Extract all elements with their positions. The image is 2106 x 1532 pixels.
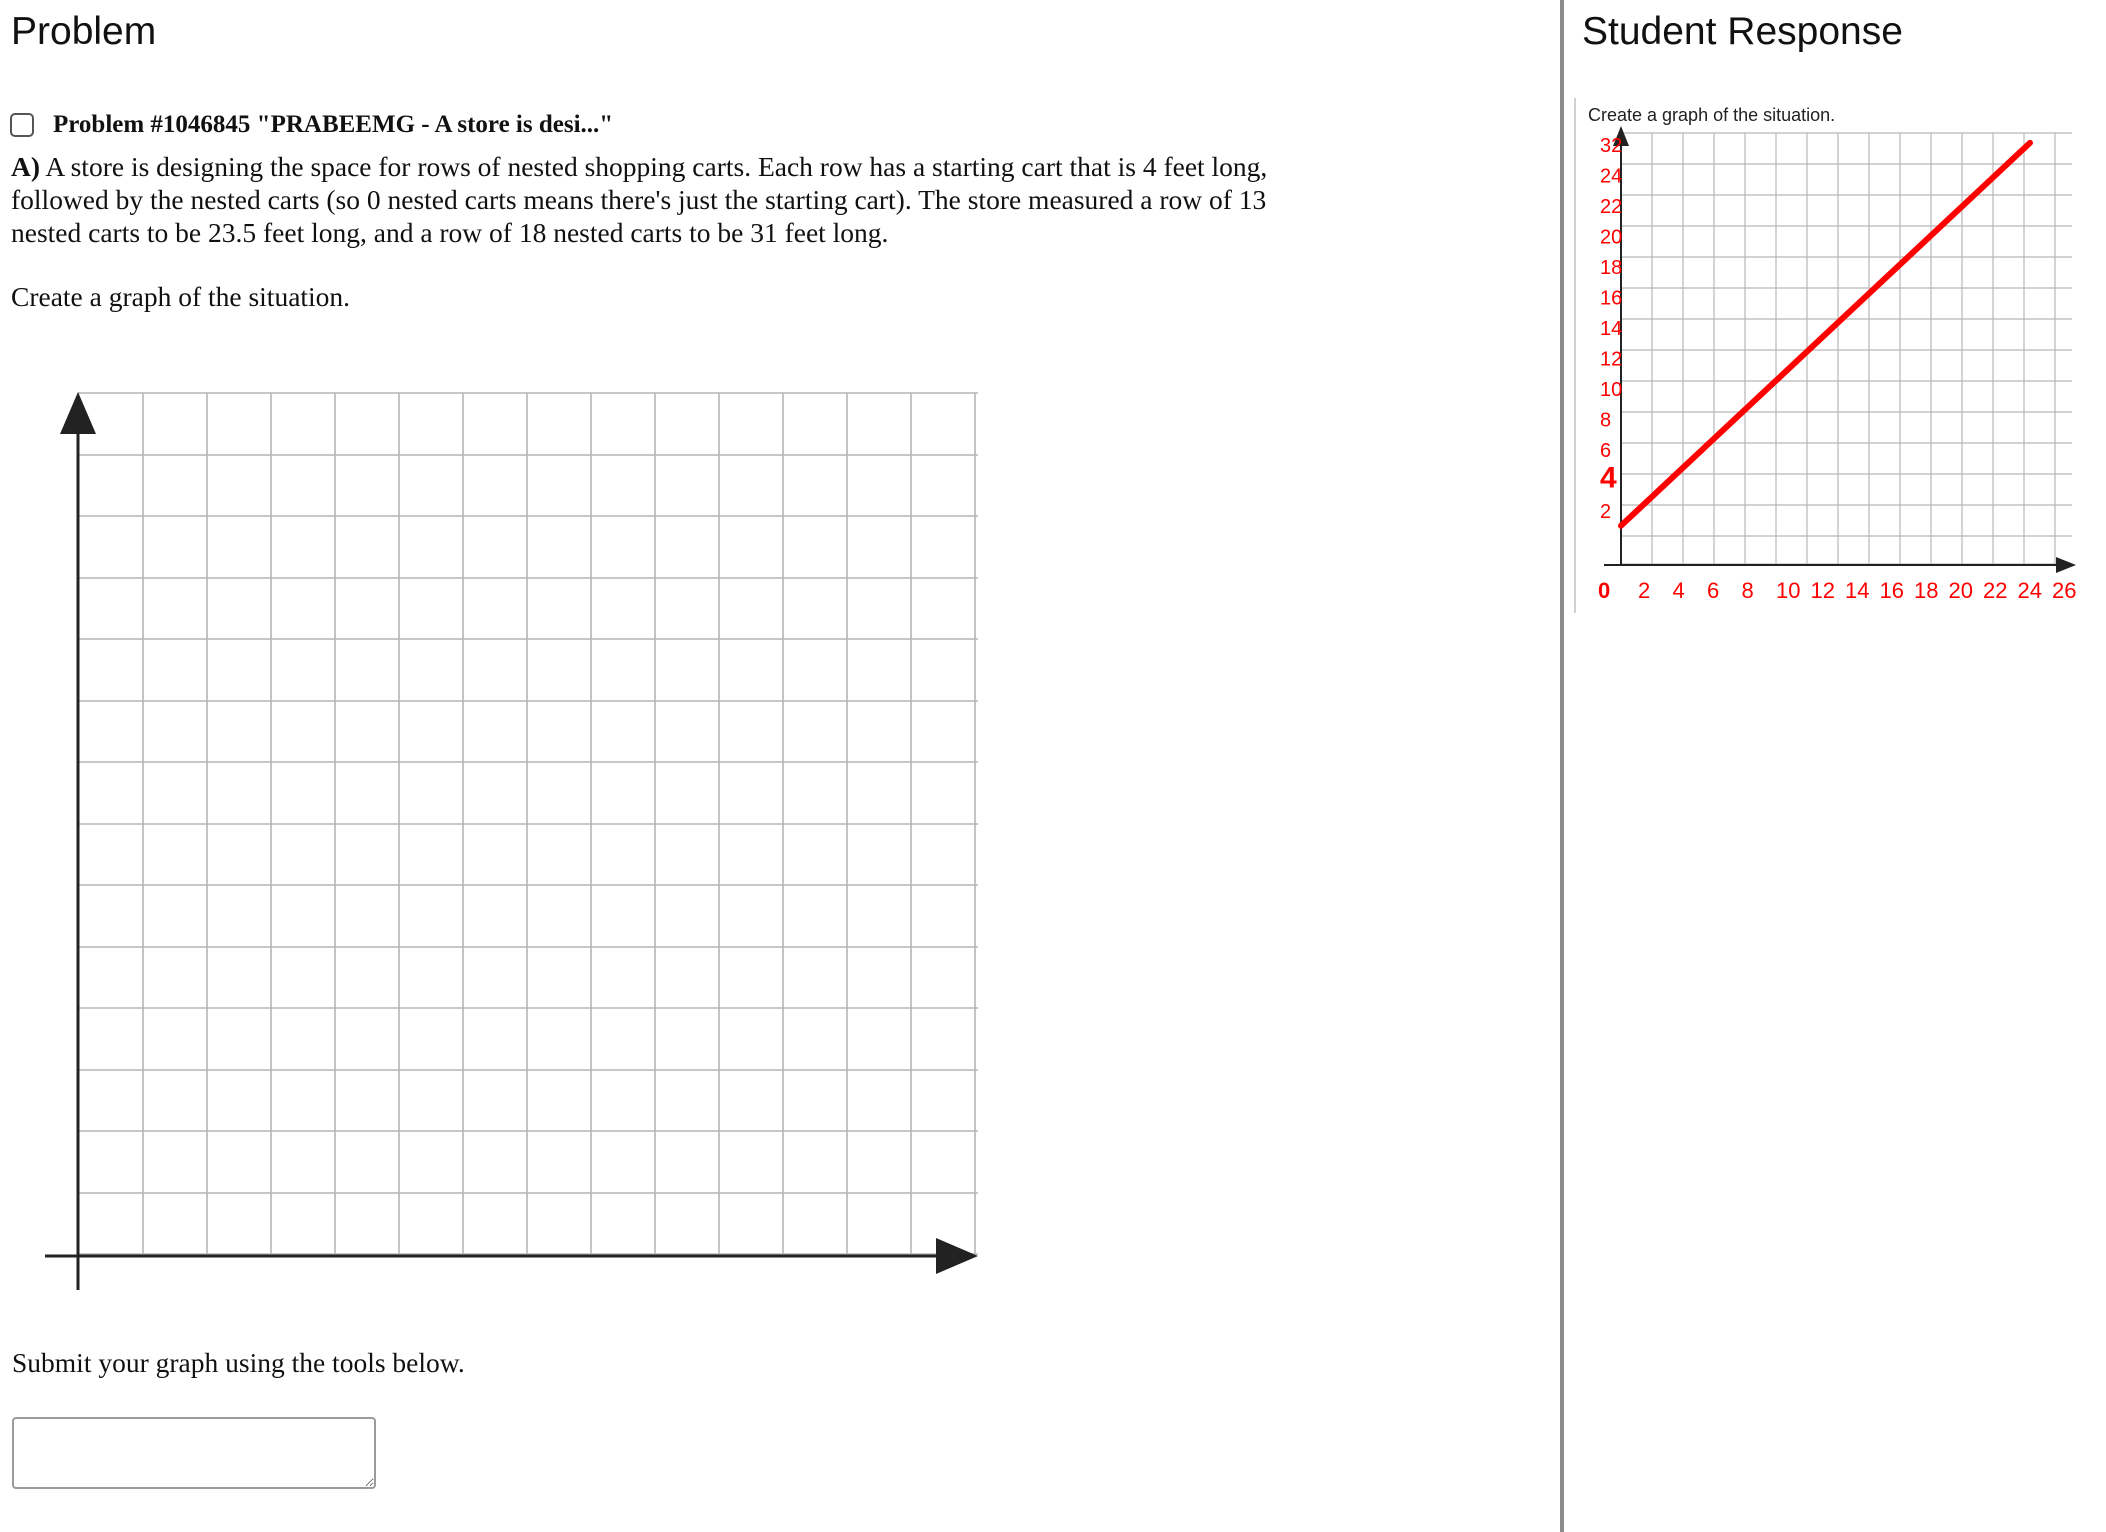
submit-instruction: Submit your graph using the tools below. xyxy=(12,1347,465,1378)
student-y-label: 2 xyxy=(1600,501,1612,523)
student-y-label: 4 xyxy=(1600,461,1617,495)
problem-pane-title: Problem xyxy=(11,10,157,53)
problem-prompt: Create a graph of the situation. xyxy=(11,281,351,312)
student-y-label: 16 xyxy=(1600,287,1623,310)
student-x-label: 0 xyxy=(1598,578,1611,603)
problem-body: A store is designing the space for rows of nested shopping carts. Each row has a starting cart that is 4 feet long, followed by the nested carts (so 0 nested carts means there's just the starting cart). The store measured a row of 13 nested carts to be 23.5 feet long, and a row of 18 nested carts to be 31 feet long. xyxy=(11,151,1268,248)
student-grid-lines xyxy=(1621,133,2072,564)
student-y-label: 32 xyxy=(1600,135,1623,157)
student-line-0 xyxy=(1621,143,2030,526)
student-y-label: 6 xyxy=(1600,440,1612,462)
problem-statement xyxy=(11,150,1271,249)
student-response-prompt: Create a graph of the situation. xyxy=(1588,105,1836,125)
student-x-labels xyxy=(1598,578,2076,603)
student-y-labels xyxy=(1600,135,1622,523)
blank-grid-lines xyxy=(78,393,978,1254)
blank-graph-grid xyxy=(0,380,1000,1310)
student-x-label: 8 xyxy=(1741,578,1754,603)
student-x-label: 12 xyxy=(1810,578,1835,603)
student-x-label: 26 xyxy=(2052,578,2077,603)
student-x-label: 2 xyxy=(1638,578,1651,603)
student-y-label: 24 xyxy=(1600,165,1623,188)
student-y-label: 22 xyxy=(1600,196,1623,218)
answer-input[interactable] xyxy=(12,1417,376,1489)
student-y-label: 18 xyxy=(1600,257,1623,279)
student-x-label: 18 xyxy=(1914,578,1939,603)
student-y-label: 20 xyxy=(1600,226,1623,249)
student-drawn-line xyxy=(1621,143,2030,526)
student-y-label: 14 xyxy=(1600,318,1623,340)
student-y-label: 10 xyxy=(1600,379,1623,401)
student-response-pane xyxy=(1564,0,2106,1532)
student-x-label: 24 xyxy=(2017,578,2042,603)
problem-header xyxy=(10,111,613,139)
student-x-label: 14 xyxy=(1845,578,1870,603)
student-x-label: 20 xyxy=(1948,578,1973,603)
problem-id-line: Problem #1046845 "PRABEEMG - A store is desi..." xyxy=(53,111,614,138)
student-graph xyxy=(1564,120,2106,620)
student-x-label: 10 xyxy=(1776,578,1801,603)
part-label: A) xyxy=(11,151,41,182)
student-y-label: 8 xyxy=(1600,409,1612,432)
problem-checkbox[interactable] xyxy=(10,113,34,137)
student-x-label: 16 xyxy=(1879,578,1904,603)
student-x-label: 22 xyxy=(1983,578,2008,603)
student-y-label: 12 xyxy=(1600,348,1623,371)
student-x-label: 6 xyxy=(1707,578,1720,603)
student-response-title: Student Response xyxy=(1582,10,1903,53)
student-x-label: 4 xyxy=(1672,578,1685,603)
